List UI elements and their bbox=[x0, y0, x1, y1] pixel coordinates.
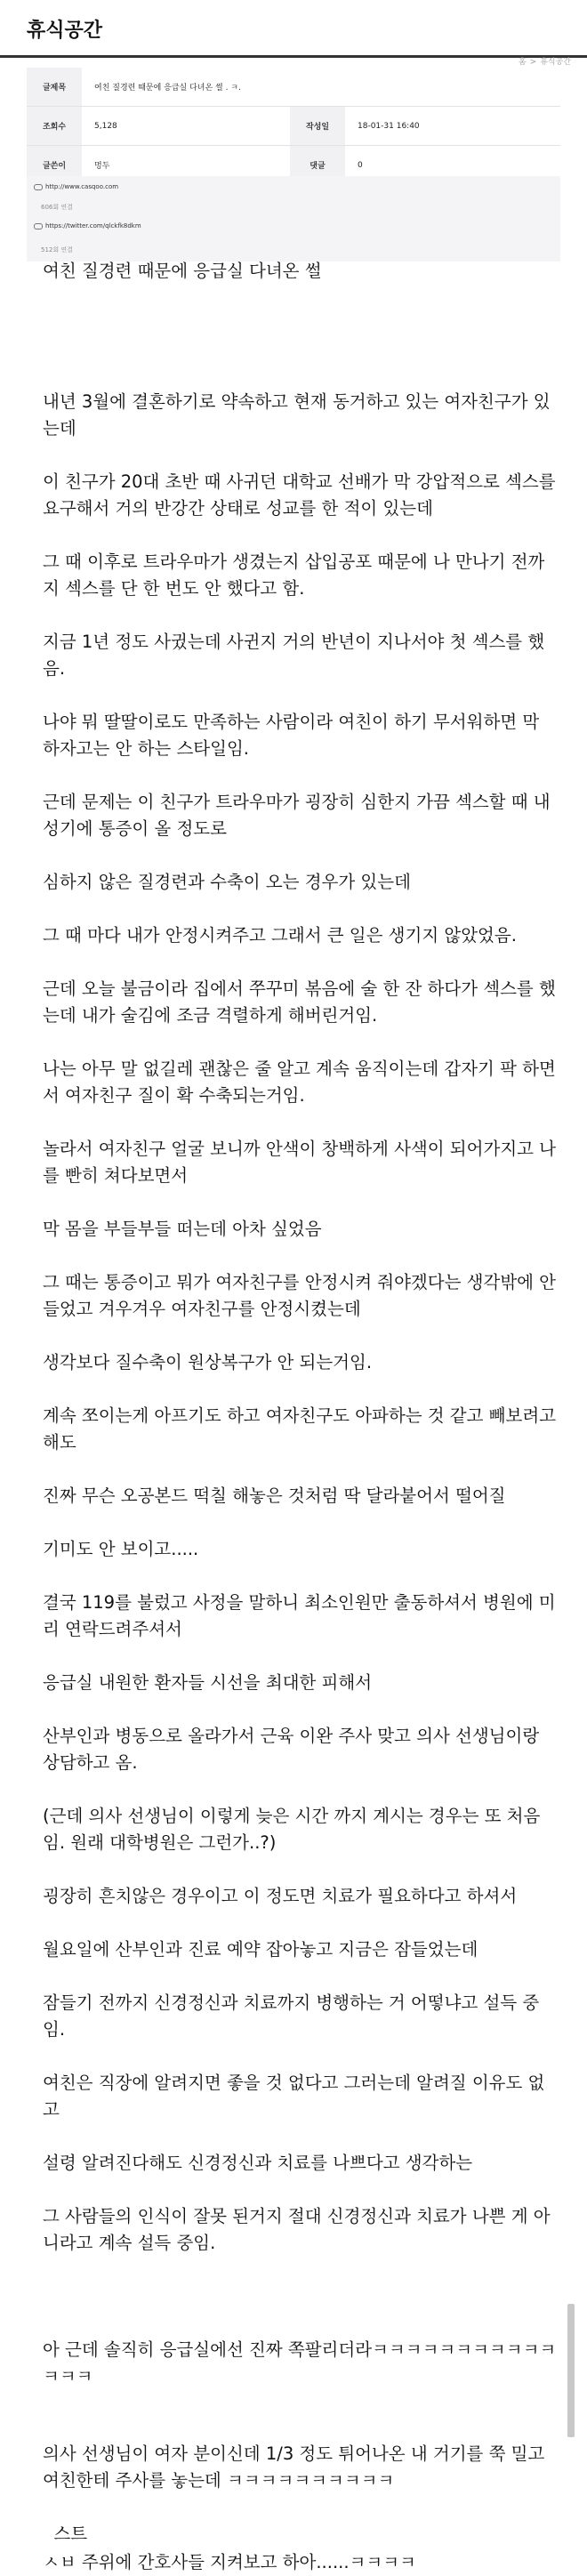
post-info-table bbox=[27, 68, 560, 185]
link-1[interactable] bbox=[34, 183, 118, 190]
link-icon bbox=[34, 223, 43, 229]
article-paragraph bbox=[43, 311, 559, 338]
article-paragraph: 잠들기 전까지 신경정신과 치료까지 병행하는 거 어떻냐고 설득 중임. bbox=[43, 1992, 540, 2040]
article-title: 여친 질경련 때문에 응급실 다녀온 썰 bbox=[43, 261, 322, 281]
article-paragraph: 아 근데 솔직히 응급실에선 진짜 쪽팔리더라ㅋㅋㅋㅋㅋㅋㅋㅋㅋㅋㅋㅋㅋㅋ bbox=[43, 2339, 557, 2387]
article-paragraph: 이 친구가 20대 초반 때 사귀던 대학교 선배가 막 강압적으로 섹스를 요구해서 거의 반강간 상태로 성교를 한 적이 있는데 bbox=[43, 471, 561, 519]
article-paragraph: 놀라서 여자친구 얼굴 보니까 안색이 창백하게 사색이 되어가지고 나를 빤히 쳐다보면서 bbox=[43, 1139, 557, 1186]
article-paragraph: 설령 알려진다해도 신경정신과 치료를 나쁘다고 생각하는 bbox=[43, 2153, 473, 2173]
title-label: 글제목 bbox=[27, 68, 82, 107]
author-value[interactable]: 멍두 bbox=[82, 146, 290, 185]
link-icon bbox=[34, 184, 43, 190]
board-title: 휴식공간 bbox=[27, 20, 103, 42]
article-paragraph: 근데 문제는 이 친구가 트라우마가 굉장히 심한지 가끔 섹스할 때 내 성기에 통증이 올 정도로 bbox=[43, 792, 556, 839]
article-paragraph: 그 때 이후로 트라우마가 생겼는지 삽입공포 때문에 나 만나기 전까지 섹스를 단 한 번도 안 했다고 함. bbox=[43, 551, 545, 599]
link-1-count: 606회 연결 bbox=[41, 204, 73, 211]
article-paragraph: 결국 119를 불렀고 사정을 말하니 최소인원만 출동하셔서 병원에 미리 연락드려주셔서 bbox=[43, 1592, 556, 1639]
title-value: 여친 질경련 때문에 응급실 다녀온 썰 . ㅋ. bbox=[82, 68, 560, 107]
article-paragraph: 나는 아무 말 없길레 괜찮은 줄 알고 계속 움직이는데 갑자기 팍 하면서 여자친구 질이 확 수축되는거임. bbox=[43, 1059, 556, 1106]
article-paragraph: 생각보다 질수축이 원상복구가 안 되는거임. bbox=[43, 1352, 373, 1373]
article-paragraph: 스트 bbox=[43, 2524, 88, 2544]
date-value: 18-01-31 16:40 bbox=[345, 107, 560, 146]
article-paragraph: 막 몸을 부들부들 떠는데 아차 싶었음 bbox=[43, 1219, 322, 1239]
link-2-url[interactable]: https://twitter.com/qlckfk8dkm bbox=[45, 222, 141, 229]
article-paragraph: 심하지 않은 질경련과 수축이 오는 경우가 있는데 bbox=[43, 872, 411, 892]
article-paragraph: 계속 쪼이는게 아프기도 하고 여자친구도 아파하는 것 같고 빼보려고 해도 bbox=[43, 1405, 562, 1453]
article-paragraph: 기미도 안 보이고..... bbox=[43, 1539, 199, 1559]
comments-value: 0 bbox=[345, 146, 560, 185]
comments-label: 댓글 bbox=[290, 146, 345, 185]
breadcrumb bbox=[515, 55, 571, 67]
board-header bbox=[0, 0, 587, 67]
author-label: 글쓴이 bbox=[27, 146, 82, 185]
breadcrumb-home[interactable]: 홈 bbox=[518, 58, 527, 67]
breadcrumb-current[interactable]: 휴식공간 bbox=[540, 58, 571, 67]
article-paragraph bbox=[43, 2283, 559, 2310]
date-label: 작성일 bbox=[290, 107, 345, 146]
article-paragraph: 내년 3월에 결혼하기로 약속하고 현재 동거하고 있는 여자친구가 있는데 bbox=[43, 391, 551, 439]
link-section bbox=[27, 176, 560, 262]
article-paragraph: 지금 1년 정도 사귔는데 사귄지 거의 반년이 지나서야 첫 섹스를 했음. bbox=[43, 632, 545, 679]
article-paragraph: ㅅㅂ 주위에 간호사들 지켜보고 하아......ㅋㅋㅋㅋ bbox=[43, 2552, 416, 2572]
article-paragraph: 산부인과 병동으로 올라가서 근육 이완 주사 맞고 의사 선생님이랑 상담하고 옴. bbox=[43, 1726, 545, 1773]
article-body bbox=[43, 258, 562, 2576]
article-paragraph: 여친은 직장에 알려지면 좋을 것 없다고 그러는데 알려질 이유도 없고 bbox=[43, 2073, 545, 2120]
link-2-count: 512회 연결 bbox=[41, 246, 73, 254]
views-value: 5,128 bbox=[82, 107, 290, 146]
article-paragraph: 그 때 마다 내가 안정시켜주고 그래서 큰 일은 생기지 않았었음. bbox=[43, 925, 517, 946]
article-paragraph: (근데 의사 선생님이 이렇게 늦은 시간 까지 계시는 경우는 또 처음임. 원래 대학병원은 그런가..?) bbox=[43, 1806, 541, 1853]
info-row-views bbox=[27, 107, 560, 146]
info-row-title bbox=[27, 68, 560, 107]
article-paragraph: 의사 선생님이 여자 분이신데 1/3 정도 튀어나온 내 거기를 쭉 밀고 여친한테 주사를 놓는데 ㅋㅋㅋㅋㅋㅋㅋㅋㅋㅋ bbox=[43, 2443, 551, 2491]
article-paragraph: 굉장히 흔치않은 경우이고 이 정도면 치료가 필요하다고 하셔서 bbox=[43, 1886, 518, 1906]
article-paragraph: 그 때는 통증이고 뭐가 여자친구를 안정시켜 줘야겠다는 생각밖에 안 들었고 겨우겨우 여자친구를 안정시켰는데 bbox=[43, 1272, 562, 1319]
article-paragraph: 근데 오늘 불금이라 집에서 쭈꾸미 볶음에 술 한 잔 하다가 섹스를 했는데 내가 술김에 조금 격렬하게 해버린거임. bbox=[43, 978, 556, 1026]
article-paragraph: 나야 뭐 딸딸이로도 만족하는 사람이라 여친이 하기 무서워하면 막 하자고는 안 하는 스타일임. bbox=[43, 712, 545, 759]
breadcrumb-separator: > bbox=[529, 58, 537, 67]
article-paragraph: 그 사람들의 인식이 잘못 된거지 절대 신경정신과 치료가 나쁜 게 아니라고 계속 설득 중임. bbox=[43, 2206, 551, 2253]
article-paragraph: 응급실 내원한 환자들 시선을 최대한 피해서 bbox=[43, 1672, 373, 1693]
article-paragraph: 월요일에 산부인과 진료 예약 잡아놓고 지금은 잠들었는데 bbox=[43, 1939, 478, 1960]
scrollbar[interactable] bbox=[567, 2304, 575, 2437]
link-2[interactable] bbox=[34, 222, 141, 229]
views-label: 조회수 bbox=[27, 107, 82, 146]
link-1-url[interactable]: http://www.casqoo.com bbox=[45, 183, 119, 190]
article-paragraph: 진짜 무슨 오공본드 떡칠 해놓은 것처럼 딱 달라붙어서 떨어질 bbox=[43, 1485, 506, 1506]
